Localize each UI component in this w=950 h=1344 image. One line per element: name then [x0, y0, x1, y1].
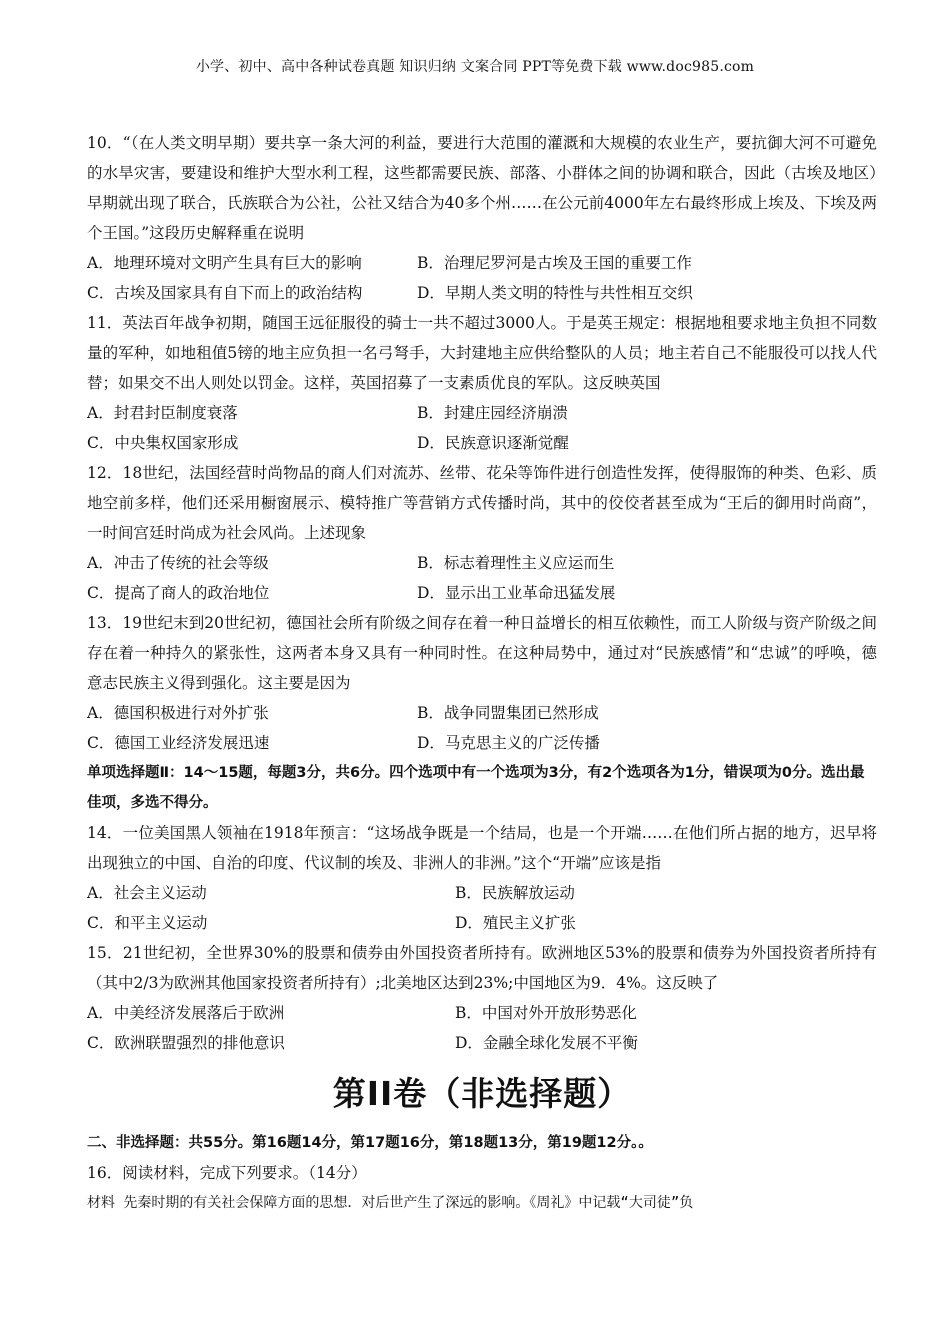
question-13: [87, 608, 877, 758]
option-d: D．马克思主义的广泛传播: [417, 734, 600, 752]
option-c: C．德国工业经济发展迅速: [87, 734, 270, 752]
question-10: [87, 128, 877, 308]
option-c: C．中央集权国家形成: [87, 434, 239, 452]
question-16: [87, 1158, 877, 1218]
option-a: A．中美经济发展落后于欧洲: [87, 1004, 285, 1022]
option-c: C．古埃及国家具有自下而上的政治结构: [87, 284, 363, 302]
option-b: B．战争同盟集团已然形成: [417, 704, 599, 722]
option-d: D．金融全球化发展不平衡: [455, 1034, 638, 1052]
question-15: [87, 938, 877, 1058]
part-instruction: 二、非选择题：共55分。第16题14分，第17题16分，第18题13分，第19题12分。。: [87, 1135, 653, 1151]
option-d: D．早期人类文明的特性与共性相互交织: [417, 284, 693, 302]
question-stem: 14．一位美国黑人领袖在1918年预言：“这场战争既是一个结局，也是一个开端……在他们所占据的地方，迟早将出现独立的中国、自治的印度、代议制的埃及、非洲人的非洲。”这个“开端”应该是指: [87, 824, 877, 872]
exam-content: [87, 128, 877, 1218]
option-c: C．和平主义运动: [87, 914, 208, 932]
option-c: C．提高了商人的政治地位: [87, 584, 270, 602]
question-11: [87, 308, 877, 458]
option-a: A．封君封臣制度衰落: [87, 404, 238, 422]
option-d: D．殖民主义扩张: [455, 914, 576, 932]
options: [87, 248, 877, 308]
options: [87, 998, 877, 1058]
option-b: B．民族解放运动: [455, 884, 575, 902]
material-text: 材料 先秦时期的有关社会保障方面的思想．对后世产生了深远的影响。《周礼》中记载“大司徒”负: [87, 1195, 694, 1211]
question-stem: 10．“（在人类文明早期）要共享一条大河的利益，要进行大范围的灌溉和大规模的农业生产，要抗御大河不可避免的水旱灾害，要建设和维护大型水利工程，这些都需要民族、部落、小群体之间的协调和联合，因此（古埃及地区）早期就出现了联合，氏族联合为公社，公社又结合为40多个州……在公元前4000年左右最终形成上埃及、下埃及两个王国。”这段历史解释重在说明: [87, 134, 877, 242]
option-d: D．民族意识逐渐觉醒: [417, 434, 569, 452]
question-12: [87, 458, 877, 608]
option-a: A．地理环境对文明产生具有巨大的影响: [87, 254, 362, 272]
options: [87, 698, 877, 758]
options: [87, 398, 877, 458]
option-a: A．德国积极进行对外扩张: [87, 704, 269, 722]
page-header-banner: 小学、初中、高中各种试卷真题 知识归纳 文案合同 PPT等免费下载 www.doc985.com: [195, 59, 755, 75]
option-d: D．显示出工业革命迅猛发展: [417, 584, 616, 602]
options: [87, 878, 877, 938]
question-14: [87, 818, 877, 938]
option-b: B．中国对外开放形势恶化: [455, 1004, 637, 1022]
option-a: A．冲击了传统的社会等级: [87, 554, 269, 572]
options: [87, 548, 877, 608]
section-instruction: 单项选择题Ⅱ：14～15题，每题3分，共6分。四个选项中有一个选项为3分，有2个选项各为1分，错误项为0分。选出最佳项，多选不得分。: [87, 765, 865, 811]
option-a: A．社会主义运动: [87, 884, 207, 902]
option-b: B．封建庄园经济崩溃: [417, 404, 568, 422]
volume-title: 第II卷（非选择题）: [332, 1074, 632, 1113]
question-stem: 15．21世纪初，全世界30%的股票和债券由外国投资者所持有。欧洲地区53%的股票和债券为外国投资者所持有（其中2/3为欧洲其他国家投资者所持有）;北美地区达到23%;中国地区为9．4%。这反映了: [87, 944, 877, 992]
question-stem: 12．18世纪，法国经营时尚物品的商人们对流苏、丝带、花朵等饰件进行创造性发挥，使得服饰的种类、色彩、质地空前多样，他们还采用橱窗展示、模特推广等营销方式传播时尚，其中的佼佼者甚至成为“王后的御用时尚商”，一时间宫廷时尚成为社会风尚。上述现象: [87, 464, 877, 542]
option-b: B．标志着理性主义应运而生: [417, 554, 615, 572]
option-b: B．治理尼罗河是古埃及王国的重要工作: [417, 254, 692, 272]
question-stem: 16．阅读材料，完成下列要求。（14分）: [87, 1164, 367, 1182]
question-stem: 13．19世纪末到20世纪初，德国社会所有阶级之间存在着一种日益增长的相互依赖性，而工人阶级与资产阶级之间存在着一种持久的紧张性，这两者本身又具有一种同时性。在这种局势中，通过对“民族感情”和“忠诚”的呼唤，德意志民族主义得到强化。这主要是因为: [87, 614, 877, 692]
option-c: C．欧洲联盟强烈的排他意识: [87, 1034, 285, 1052]
question-stem: 11．英法百年战争初期，随国王远征服役的骑士一共不超过3000人。于是英王规定：根据地租要求地主负担不同数量的军种，如地租值5镑的地主应负担一名弓弩手，大封建地主应供给整队的人员；地主若自己不能服役可以找人代替；如果交不出人则处以罚金。这样，英国招募了一支素质优良的军队。这反映英国: [87, 314, 877, 392]
